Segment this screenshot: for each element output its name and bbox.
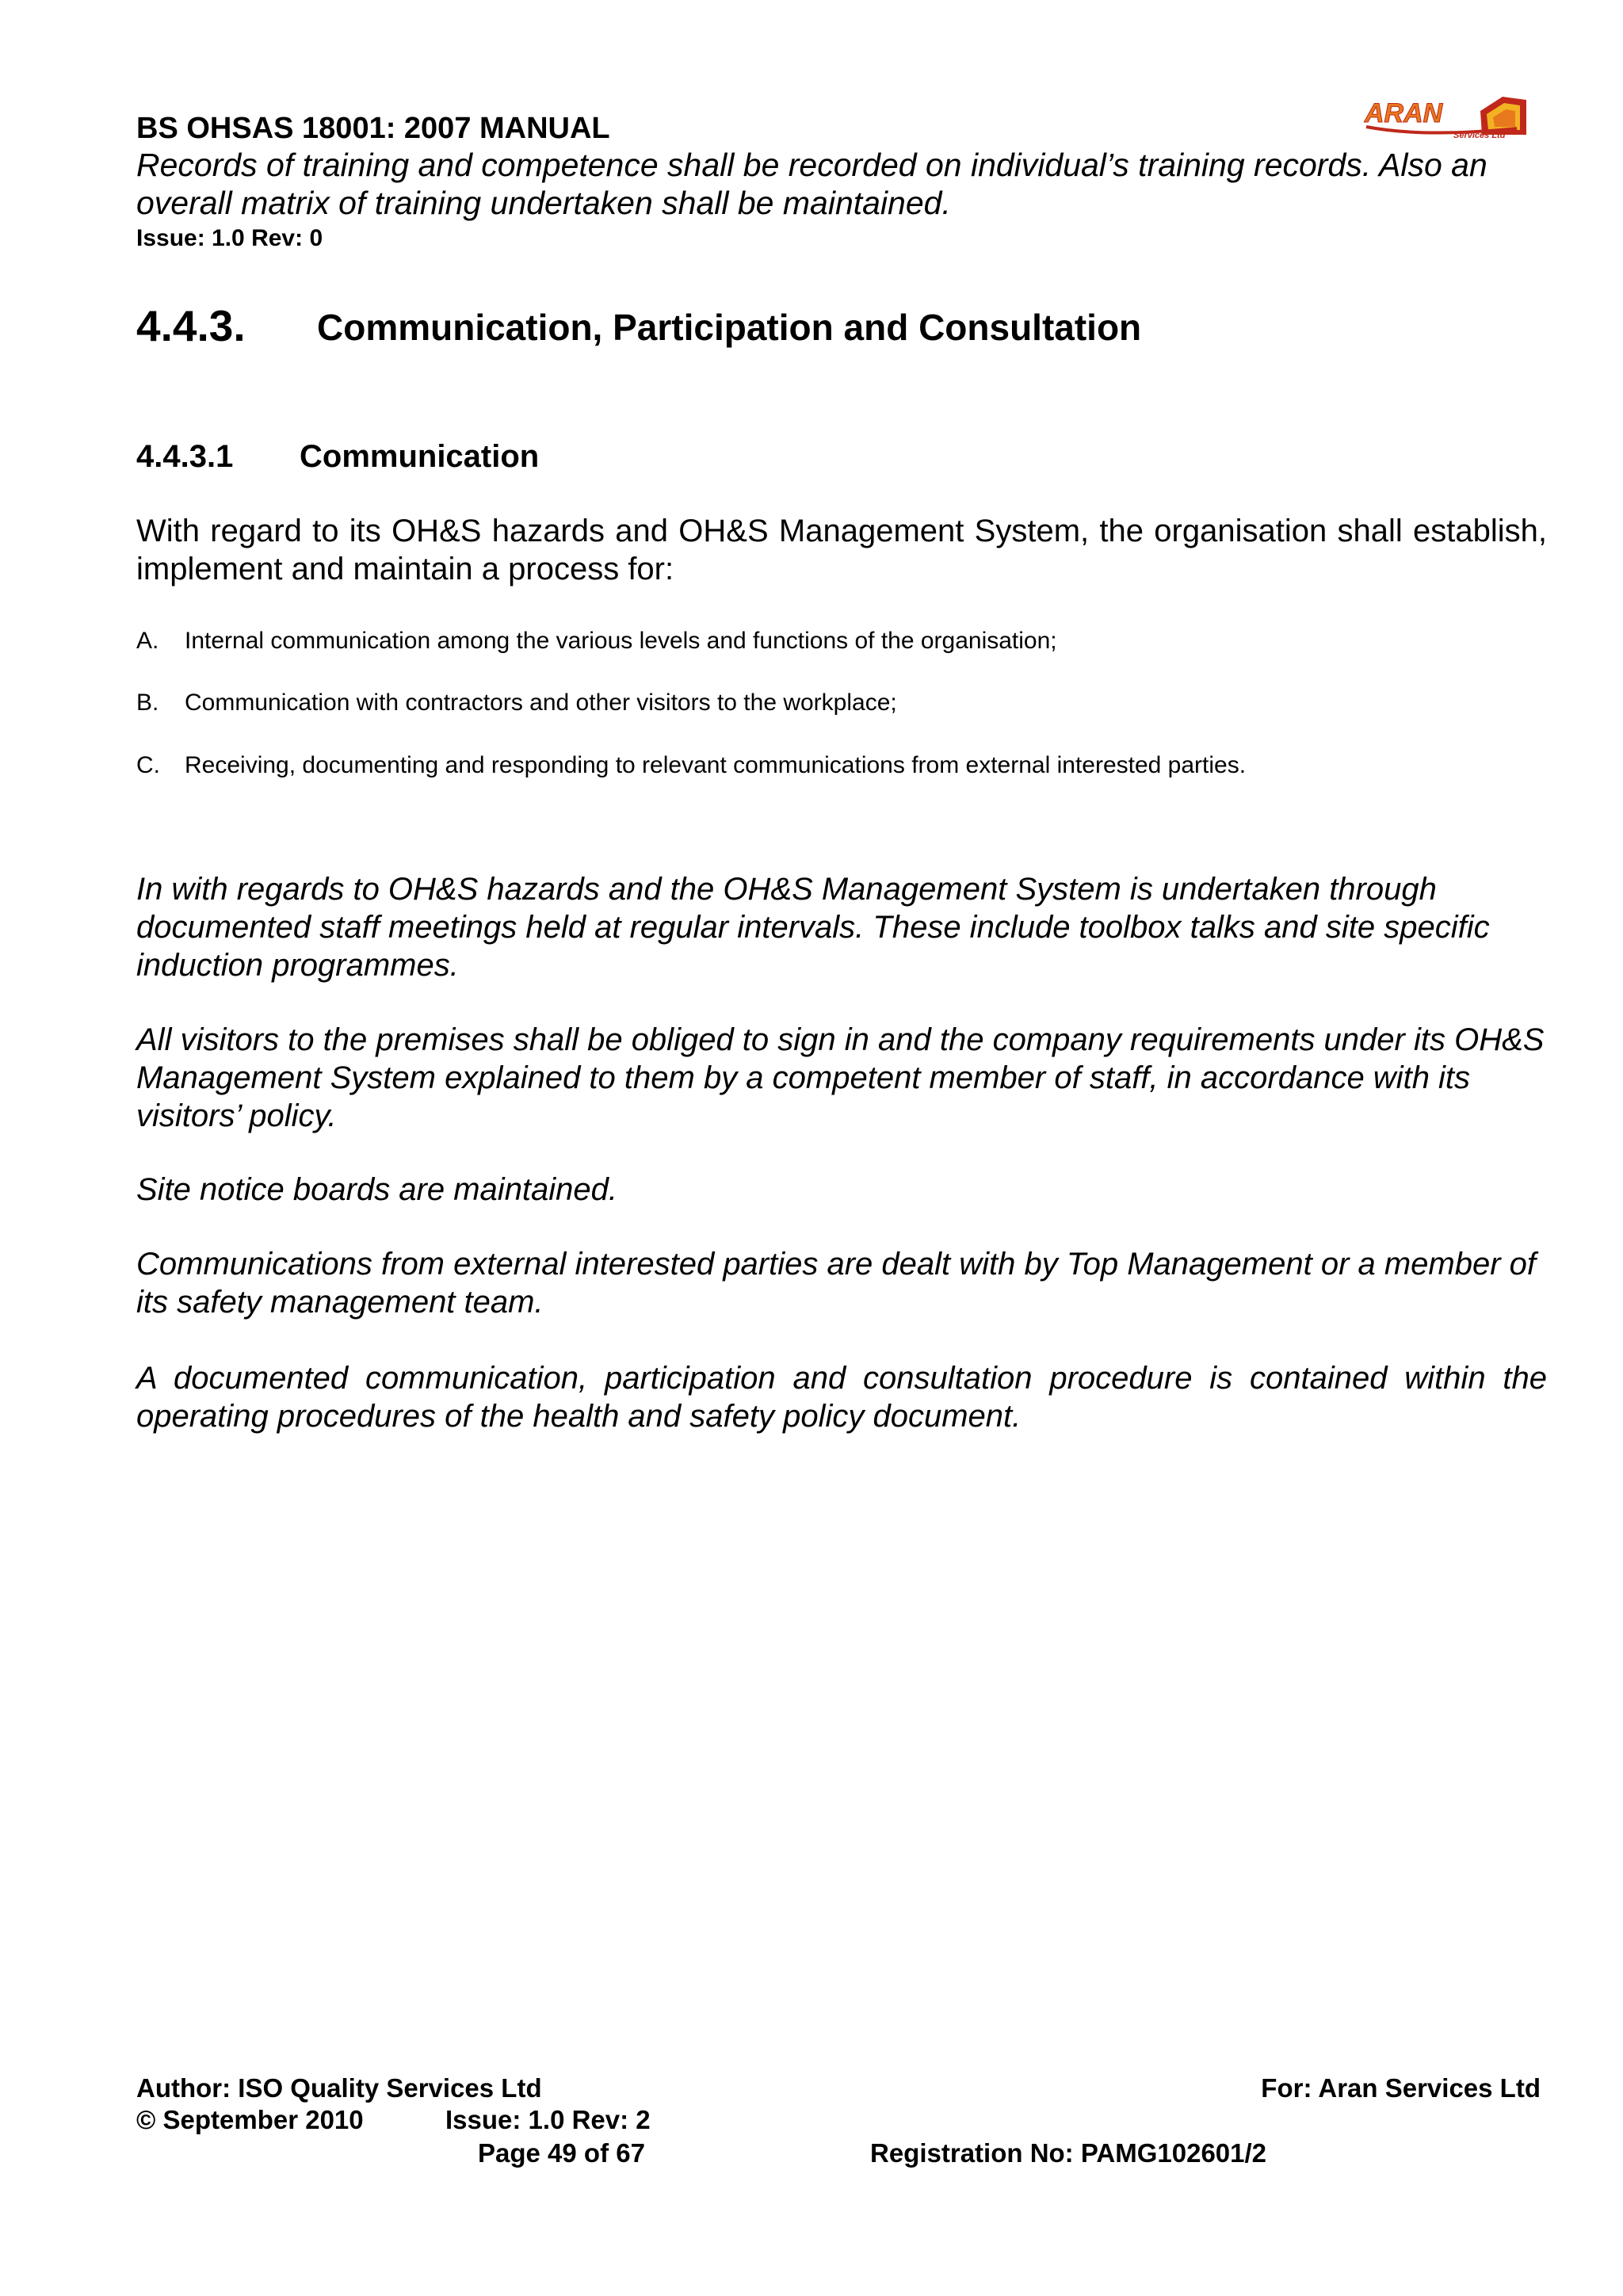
body-paragraph: All visitors to the premises shall be obliged to sign in and the company requirements under its OH&S Management System explained to them by a competent member of staff, in accordance with its visitors’ policy. (136, 1022, 1545, 1133)
footer-author: Author: ISO Quality Services Ltd (136, 2073, 542, 2103)
subsection-number: 4.4.3.1 (136, 439, 234, 474)
logo-wordmark: ARAN (1365, 98, 1443, 128)
header-issue: Issue: 1.0 Rev: 0 (136, 225, 323, 251)
manual-title: BS OHSAS 18001: 2007 MANUAL (136, 112, 610, 145)
list-marker: B. (136, 690, 159, 716)
logo-subtext: Services Ltd (1453, 131, 1506, 140)
footer-copyright: © September 2010 (136, 2105, 364, 2134)
list-item: Receiving, documenting and responding to relevant communications from external interested parties. (185, 752, 1247, 778)
body-paragraph: Communications from external interested parties are dealt with by Top Management or a member of its safety management team. (136, 1247, 1537, 1320)
section-number: 4.4.3. (136, 301, 246, 350)
subsection-title: Communication (300, 439, 540, 474)
footer-issue: Issue: 1.0 Rev: 2 (445, 2105, 651, 2134)
footer-for: For: Aran Services Ltd (1261, 2073, 1541, 2103)
aran-services-logo (1361, 94, 1545, 143)
list-item: Communication with contractors and other visitors to the workplace; (185, 690, 897, 716)
list-item: Internal communication among the various levels and functions of the organisation; (185, 628, 1057, 654)
body-paragraph: Site notice boards are maintained. (136, 1172, 618, 1207)
body-paragraph: In with regards to OH&S hazards and the OH&S Management System is undertaken through documented staff meetings held at regular intervals. These include toolbox talks and site specific induction programmes. (136, 872, 1490, 983)
body-paragraph: A documented communication, participation and consultation procedure is contained within the operating procedures of the health and safety policy document. (136, 1361, 1547, 1434)
list-marker: C. (136, 752, 160, 778)
intro-paragraph: With regard to its OH&S hazards and OH&S Management System, the organisation shall establish, implement and maintain a process for: (136, 514, 1547, 586)
footer-page-number: Page 49 of 67 (478, 2138, 645, 2168)
list-marker: A. (136, 628, 159, 654)
section-title: Communication, Participation and Consultation (317, 307, 1142, 348)
carryover-text: Records of training and competence shall be recorded on individual’s training records. Also an overall matrix of training undertaken shall be maintained. (136, 147, 1487, 221)
footer-registration: Registration No: PAMG102601/2 (870, 2138, 1267, 2168)
